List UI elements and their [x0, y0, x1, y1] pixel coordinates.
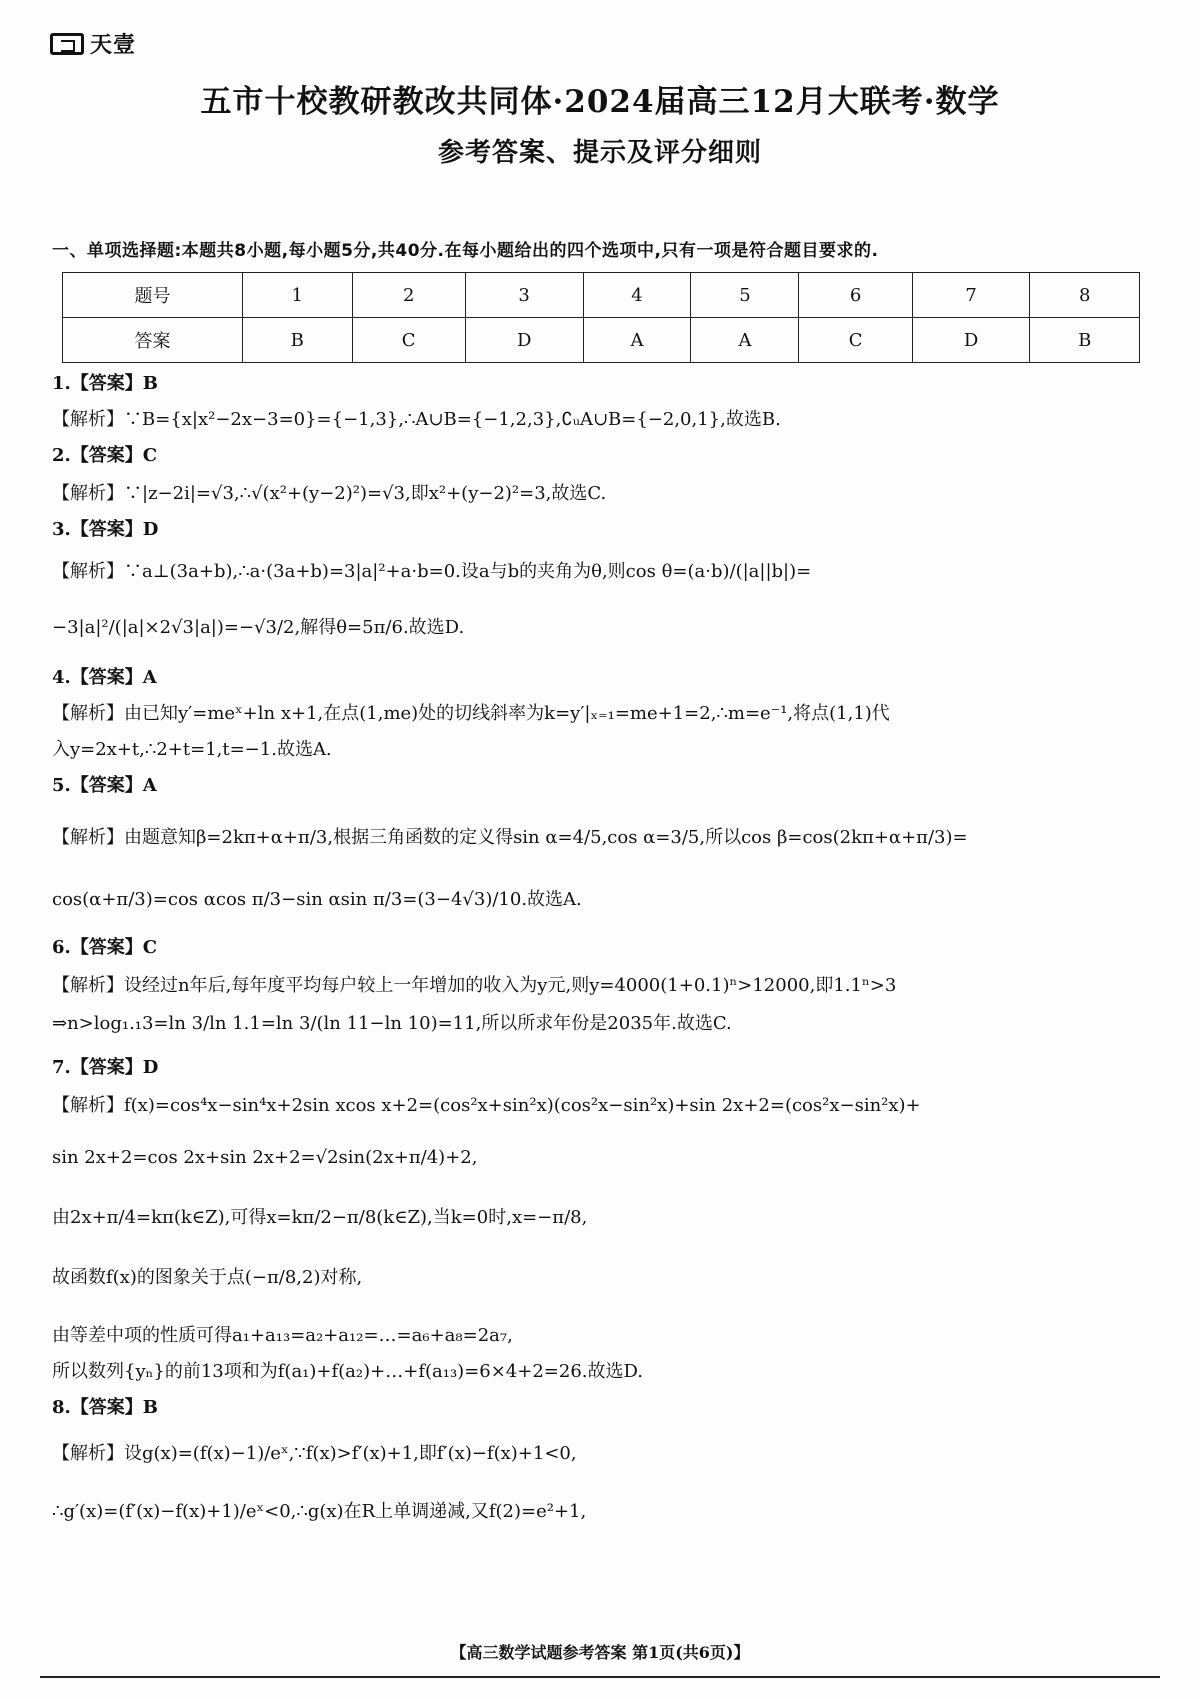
answer-line: 3.【答案】D: [52, 519, 159, 540]
table-cell: C: [799, 318, 912, 363]
logo-icon: [50, 33, 84, 55]
answer-table: [62, 272, 1140, 363]
answer-line: 6.【答案】C: [52, 937, 158, 958]
solution-line: −3|a|²/(|a|×2√3|a|)=−√3/2,解得θ=5π/6.故选D.: [52, 617, 465, 638]
solution-line: ⇒n>log₁.₁3=ln 3/ln 1.1=ln 3/(ln 11−ln 10)=11,所以所求年份是2035年.故选C.: [52, 1013, 732, 1034]
answer-line: 5.【答案】A: [52, 775, 157, 796]
solution-line: 【解析】设经过n年后,每年度平均每户较上一年增加的收入为y元,则y=4000(1+0.1)ⁿ>12000,即1.1ⁿ>3: [52, 975, 897, 996]
table-cell: D: [465, 318, 583, 363]
solution-line: 所以数列{yₙ}的前13项和为f(a₁)+f(a₂)+…+f(a₁₃)=6×4+2=26.故选D.: [52, 1361, 644, 1382]
answer-line: 2.【答案】C: [52, 445, 158, 466]
table-cell: B: [243, 318, 353, 363]
page-footer: 【高三数学试题参考答案 第1页(共6页)】: [450, 1643, 750, 1662]
footer-divider: [40, 1676, 1160, 1678]
answer-line: 1.【答案】B: [52, 373, 159, 394]
solution-line: 由等差中项的性质可得a₁+a₁₃=a₂+a₁₂=…=a₆+a₈=2a₇,: [52, 1325, 513, 1346]
answer-line: 4.【答案】A: [52, 667, 157, 688]
logo: [50, 28, 136, 59]
table-cell: 2: [352, 273, 465, 318]
table-cell: 3: [465, 273, 583, 318]
table-cell: 7: [912, 273, 1030, 318]
solution-line: 故函数f(x)的图象关于点(−π/8,2)对称,: [52, 1267, 363, 1288]
solution-line: cos(α+π/3)=cos αcos π/3−sin αsin π/3=(3−4√3)/10.故选A.: [52, 889, 582, 910]
solution-line: 【解析】由题意知β=2kπ+α+π/3,根据三角函数的定义得sin α=4/5,cos α=3/5,所以cos β=cos(2kπ+α+π/3)=: [52, 827, 968, 848]
table-cell: B: [1030, 318, 1140, 363]
table-cell: 答案: [63, 318, 243, 363]
solution-line: 入y=2x+t,∴2+t=1,t=−1.故选A.: [52, 739, 332, 760]
logo-text: 天壹: [90, 33, 137, 58]
section-heading: 一、单项选择题:本题共8小题,每小题5分,共40分.在每小题给出的四个选项中,只有一项是符合题目要求的.: [52, 241, 879, 261]
table-row: [63, 318, 1140, 363]
solution-line: 【解析】由已知y′=meˣ+ln x+1,在点(1,me)处的切线斜率为k=y′|ₓ₌₁=me+1=2,∴m=e⁻¹,将点(1,1)代: [52, 703, 890, 724]
table-cell: 5: [691, 273, 799, 318]
table-cell: 4: [583, 273, 691, 318]
table-row: [63, 273, 1140, 318]
page-subtitle: 参考答案、提示及评分细则: [437, 138, 762, 168]
table-cell: 8: [1030, 273, 1140, 318]
table-cell: D: [912, 318, 1030, 363]
solution-line: 【解析】∵B={x|x²−2x−3=0}={−1,3},∴A∪B={−1,2,3},∁ᵤA∪B={−2,0,1},故选B.: [52, 409, 781, 430]
table-cell: 6: [799, 273, 912, 318]
answer-line: 8.【答案】B: [52, 1397, 159, 1418]
table-cell: A: [583, 318, 691, 363]
answer-line: 7.【答案】D: [52, 1057, 159, 1078]
solution-line: 由2x+π/4=kπ(k∈Z),可得x=kπ/2−π/8(k∈Z),当k=0时,x=−π/8,: [52, 1207, 588, 1228]
solution-line: sin 2x+2=cos 2x+sin 2x+2=√2sin(2x+π/4)+2,: [52, 1147, 478, 1168]
page-title: 五市十校教研教改共同体·2024届高三12月大联考·数学: [200, 84, 1000, 120]
solution-line: ∴g′(x)=(f′(x)−f(x)+1)/eˣ<0,∴g(x)在R上单调递减,又f(2)=e²+1,: [52, 1501, 587, 1522]
table-cell: 1: [243, 273, 353, 318]
table-cell: A: [691, 318, 799, 363]
solution-line: 【解析】∵a⊥(3a+b),∴a·(3a+b)=3|a|²+a·b=0.设a与b的夹角为θ,则cos θ=(a·b)/(|a||b|)=: [52, 561, 812, 582]
solution-line: 【解析】∵|z−2i|=√3,∴√(x²+(y−2)²)=√3,即x²+(y−2)²=3,故选C.: [52, 483, 607, 504]
solution-line: 【解析】f(x)=cos⁴x−sin⁴x+2sin xcos x+2=(cos²x+sin²x)(cos²x−sin²x)+sin 2x+2=(cos²x−sin²x)+: [52, 1095, 921, 1116]
table-cell: 题号: [63, 273, 243, 318]
table-cell: C: [352, 318, 465, 363]
solution-line: 【解析】设g(x)=(f(x)−1)/eˣ,∵f(x)>f′(x)+1,即f′(x)−f(x)+1<0,: [52, 1443, 577, 1464]
